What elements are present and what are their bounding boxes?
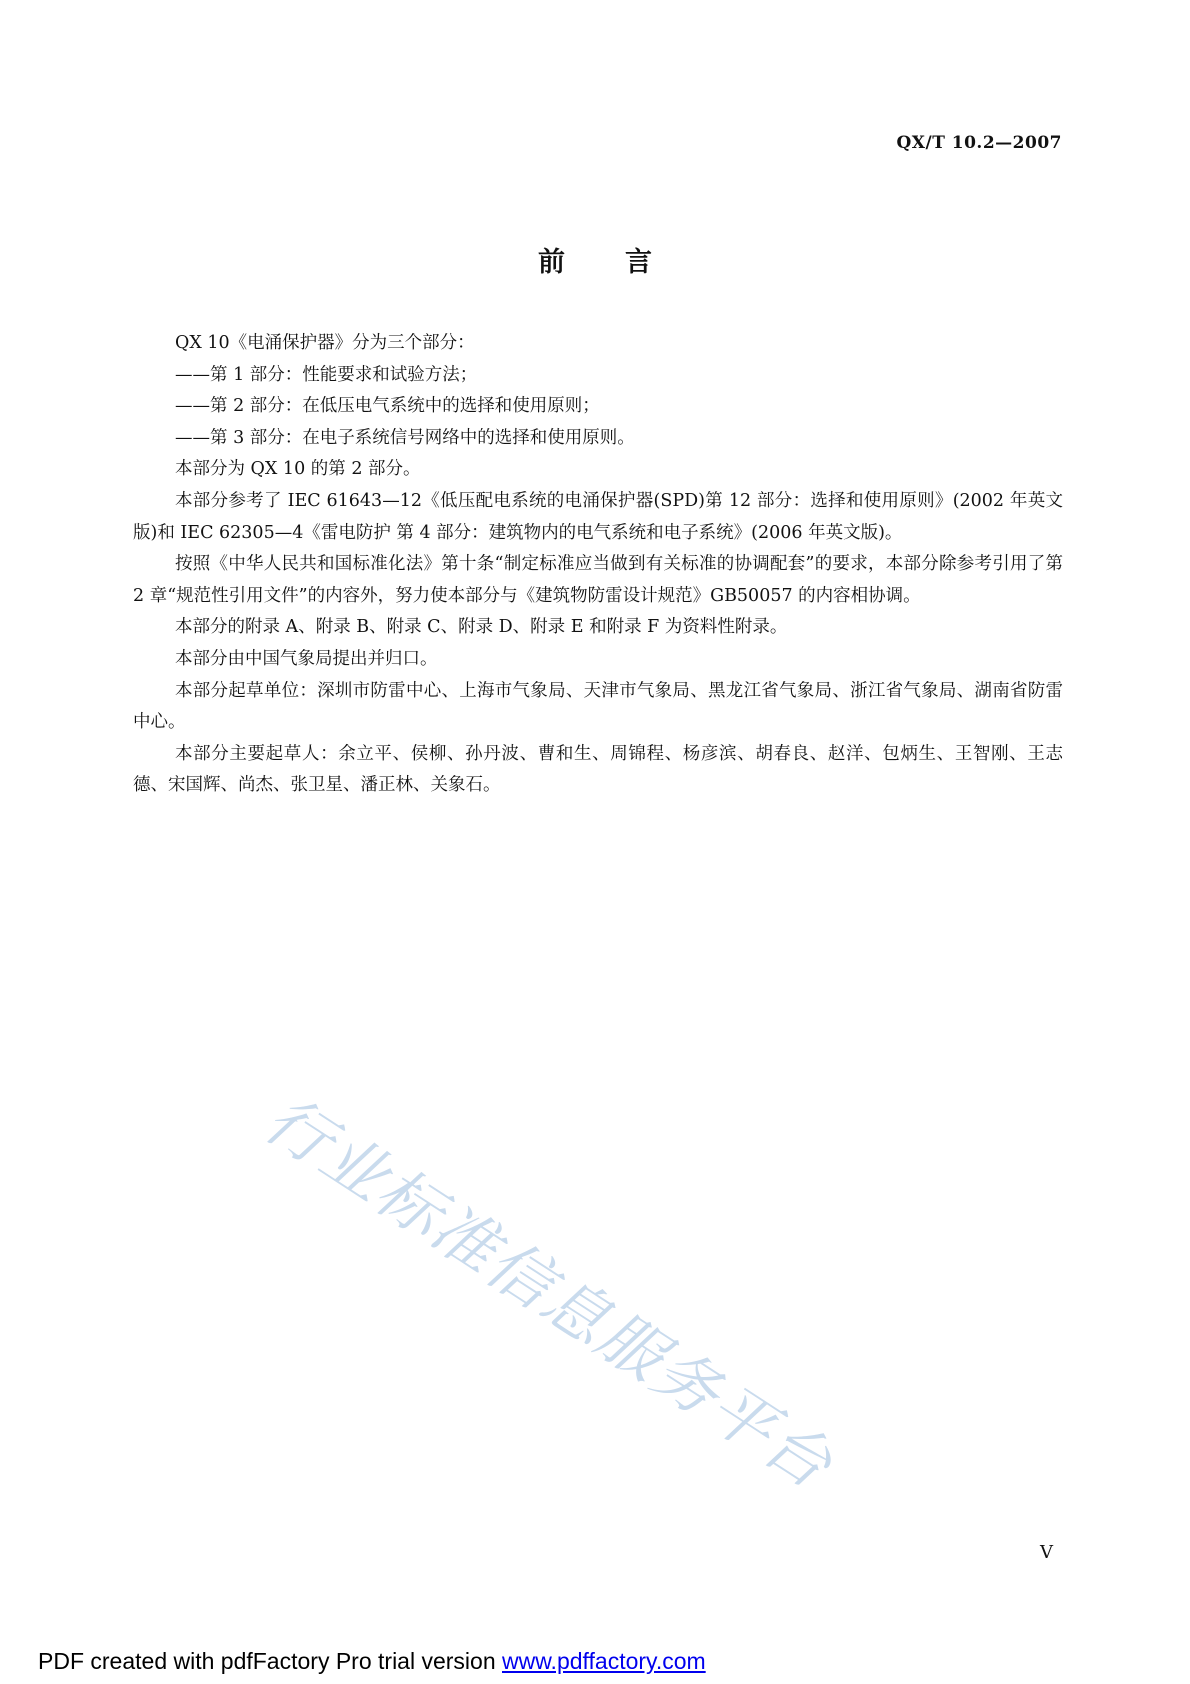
footer-text: PDF created with pdfFactory Pro trial version [38, 1648, 502, 1674]
page-title: 前言 [538, 247, 712, 278]
footer-link[interactable]: www.pdffactory.com [502, 1648, 706, 1674]
paragraph-proposer: 本部分由中国气象局提出并归口。 [175, 648, 438, 669]
standard-code: QX/T 10.2—2007 [896, 133, 1062, 153]
paragraph-drafters: 本部分主要起草人：余立平、侯柳、孙丹波、曹和生、周锦程、杨彦滨、胡春良、赵洋、包炳生、王智刚、王志德、宋国辉、尚杰、张卫星、潘正林、关象石。 [133, 743, 1063, 796]
paragraph-part-3: ——第 3 部分：在电子系统信号网络中的选择和使用原则。 [175, 427, 635, 448]
watermark: 行业标准信息服务平台 [251, 1082, 846, 1505]
paragraph-references: 本部分参考了 IEC 61643—12《低压配电系统的电涌保护器(SPD)第 12 部分：选择和使用原则》(2002 年英文版)和 IEC 62305—4《雷电防护 第 4 部分：建筑物内的电气系统和电子系统》(2006 年英文版)。 [133, 490, 1063, 543]
paragraph-standardization-law: 按照《中华人民共和国标准化法》第十条“制定标准应当做到有关标准的协调配套”的要求，本部分除参考引用了第 2 章“规范性引用文件”的内容外，努力使本部分与《建筑物防雷设计规范》GB50057 的内容相协调。 [133, 554, 1063, 606]
paragraph-annexes: 本部分的附录 A、附录 B、附录 C、附录 D、附录 E 和附录 F 为资料性附录。 [175, 617, 788, 638]
paragraph-drafting-units: 本部分起草单位：深圳市防雷中心、上海市气象局、天津市气象局、黑龙江省气象局、浙江省气象局、湖南省防雷中心。 [133, 680, 1063, 733]
page-number: V [1040, 1542, 1053, 1563]
paragraph-part-2: ——第 2 部分：在低压电气系统中的选择和使用原则； [175, 396, 600, 417]
paragraph-this-part: 本部分为 QX 10 的第 2 部分。 [175, 459, 421, 480]
paragraph-part-1: ——第 1 部分：性能要求和试验方法； [175, 364, 478, 385]
pdf-footer [38, 1648, 706, 1675]
foreword-body [133, 328, 1063, 802]
paragraph-parts-intro: QX 10《电涌保护器》分为三个部分： [175, 333, 475, 353]
